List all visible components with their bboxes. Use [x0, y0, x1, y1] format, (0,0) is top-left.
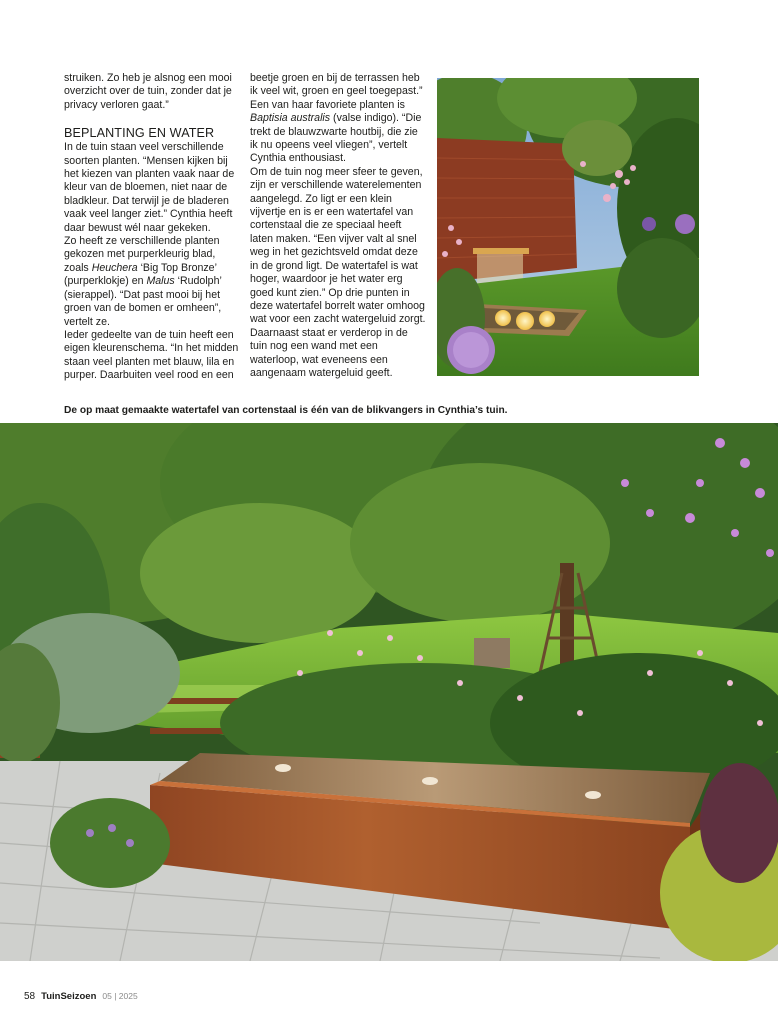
- photo-caption: De op maat gemaakte watertafel van cortenstaal is één van de blikvangers in Cynthia’s tuin.: [64, 405, 508, 416]
- water-table-illustration: [0, 423, 778, 961]
- page-footer: [24, 991, 138, 1002]
- body-paragraph-2: Zo heeft ze verschillende planten gekozen met purperkleurig blad, zoals Heuchera ‘Big Top Bronze’ (purperklokje) en Malus ‘Rudolph’ (sierappel). “Dat past mooi bij het groen van de bomen er omheen”, vertelt ze.: [64, 235, 222, 328]
- body-paragraph-3: Ieder gedeelte van de tuin heeft een eigen kleurenschema. “In het midden staan veel planten met blauw, lila en purper. Daarbuiten veel rood en een: [64, 328, 239, 382]
- photo-water-table: [0, 423, 778, 961]
- section-heading: BEPLANTING EN WATER: [64, 126, 215, 141]
- body-paragraph-1: In de tuin staan veel verschillende soorten planten. “Mensen kijken bij het kiezen van planten vaak naar de kleur van de bloemen, niet naar de bladkleur. Dat terwijl je de bladeren vaak veel langer ziet.” Cynthia heeft daar bewust wél naar gekeken.: [64, 141, 235, 234]
- water-wall-illustration: [437, 78, 699, 376]
- body-paragraph-4: beetje groen en bij de terrassen heb ik veel wit, groen en geel toegepast.” Een van haar favoriete planten is Baptisia australis (valse indigo). “Die trekt de blauwzwarte houtbij, die zie ik nu opeens veel vliegen”, vertelt Cynthia enthousiast.: [250, 72, 423, 165]
- text-column-2: [250, 72, 426, 380]
- latin-name-heuchera: Heuchera: [91, 261, 138, 274]
- latin-name-malus: Malus: [146, 275, 175, 288]
- issue-label: 05 | 2025: [102, 991, 138, 1001]
- latin-name-baptisia: Baptisia australis: [250, 112, 331, 125]
- page-number: 58: [24, 991, 36, 1002]
- body-paragraph-5: Om de tuin nog meer sfeer te geven, zijn er verschillende waterelementen aangelegd. Zo ligt er een klein vijvertje en is er een watertafel van cortenstaal die ze speciaal heeft laten maken. “Een vijver valt al snel weg in het gezichtsveld omdat deze in de grond ligt. De watertafel is wat hoger, waardoor je het water erg goed kunt zien.” Op drie punten in deze watertafel borrelt water omhoog wat voor een zacht watergeluid zorgt. Daarnaast staat er verderop in de tuin nog een wand met een waterloop, wat eveneens een aangenaam watergeluid geeft.: [250, 165, 426, 379]
- magazine-name: TuinSeizoen: [41, 991, 97, 1002]
- photo-water-wall: [437, 78, 699, 376]
- text-column-1: [64, 72, 240, 383]
- intro-paragraph: struiken. Zo heb je alsnog een mooi overzicht over de tuin, zonder dat je privacy verloren gaat.”: [64, 72, 232, 111]
